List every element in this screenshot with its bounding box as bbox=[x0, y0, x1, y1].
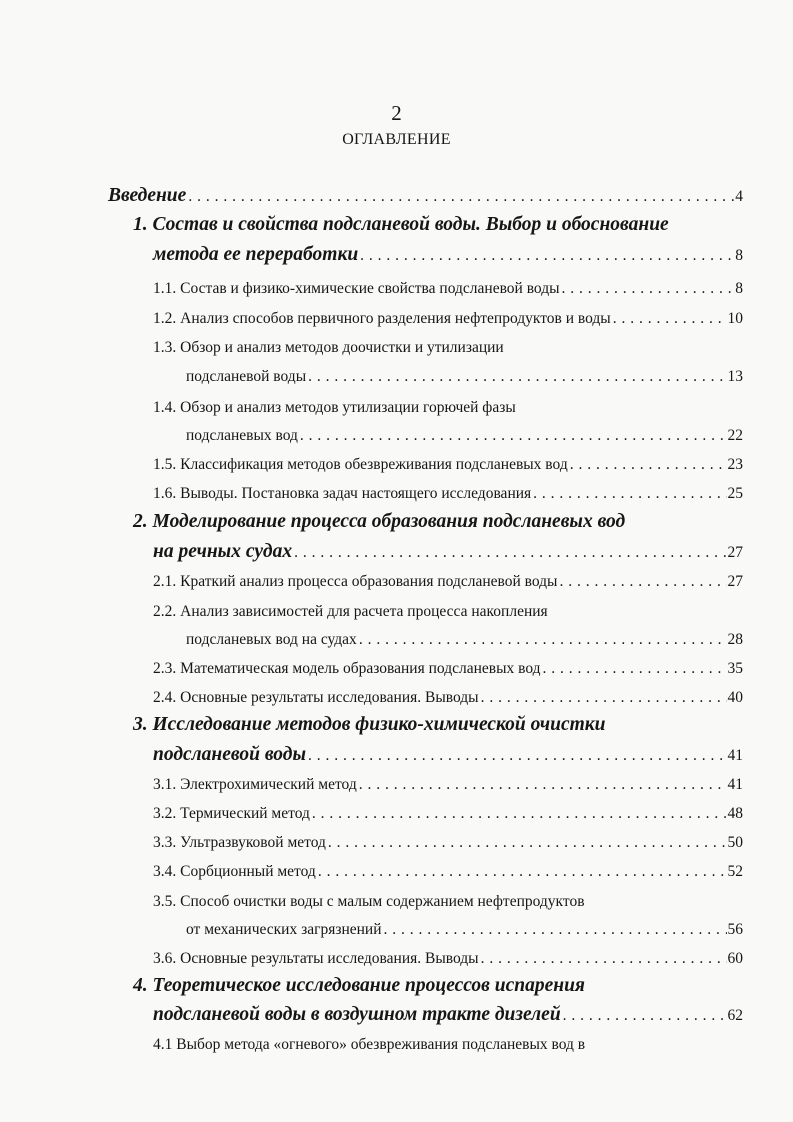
chapter-2-title-line-1[interactable]: 2. Моделирование процесса образования подсланевых вод bbox=[133, 511, 626, 532]
toc-entry-page: 35 bbox=[727, 660, 743, 677]
toc-entry-2-2-line-1[interactable]: 2.2. Анализ зависимостей для расчета процесса накопления bbox=[153, 603, 548, 620]
dot-leader bbox=[308, 368, 726, 386]
toc-entry-1-3[interactable] bbox=[186, 368, 743, 386]
toc-entry-label: 2.3. Математическая модель образования подсланевых вод bbox=[153, 660, 541, 677]
toc-entry-2-2[interactable] bbox=[186, 631, 743, 649]
dot-leader bbox=[294, 544, 726, 562]
toc-entry-chapter-2[interactable] bbox=[153, 541, 743, 563]
toc-entry-label: 1.1. Состав и физико-химические свойства подсланевой воды bbox=[153, 280, 560, 297]
toc-entry-1-5[interactable] bbox=[153, 456, 743, 474]
dot-leader bbox=[543, 660, 727, 678]
toc-entry-1-2[interactable] bbox=[153, 310, 743, 328]
toc-entry-page: 56 bbox=[727, 921, 743, 938]
toc-entry-label: метода ее переработки bbox=[153, 244, 359, 265]
dot-leader bbox=[308, 747, 727, 765]
toc-entry-3-4[interactable] bbox=[153, 863, 743, 881]
toc-entry-page: 10 bbox=[727, 310, 743, 327]
dot-leader bbox=[481, 689, 727, 707]
toc-entry-chapter-4[interactable] bbox=[153, 1004, 743, 1026]
toc-entry-page: 62 bbox=[727, 1007, 743, 1024]
toc-entry-label: Введение bbox=[108, 185, 187, 206]
toc-entry-3-6[interactable] bbox=[153, 950, 743, 968]
toc-entry-2-1[interactable] bbox=[153, 573, 743, 591]
toc-entry-3-3[interactable] bbox=[153, 834, 743, 852]
toc-entry-label: на речных судах bbox=[153, 541, 293, 562]
toc-title: ОГЛАВЛЕНИЕ bbox=[342, 131, 451, 148]
toc-entry-chapter-1[interactable] bbox=[153, 244, 743, 266]
toc-entry-label: подсланевой воды bbox=[186, 368, 307, 385]
toc-entry-label: 1.5. Классификация методов обезвреживания подсланевых вод bbox=[153, 456, 568, 473]
toc-entry-label: 3.6. Основные результаты исследования. Выводы bbox=[153, 950, 479, 967]
toc-entry-2-4[interactable] bbox=[153, 689, 743, 707]
toc-entry-1-4-line-1[interactable]: 1.4. Обзор и анализ методов утилизации горючей фазы bbox=[153, 399, 516, 416]
dot-leader bbox=[570, 456, 727, 474]
toc-entry-label: 3.1. Электрохимический метод bbox=[153, 776, 357, 793]
toc-entry-intro[interactable] bbox=[108, 185, 743, 207]
toc-entry-page: 13 bbox=[727, 368, 743, 385]
toc-entry-4-1-line-1[interactable]: 4.1 Выбор метода «огневого» обезвреживания подсланевых вод в bbox=[153, 1036, 586, 1053]
toc-entry-page: 22 bbox=[727, 427, 743, 444]
toc-entry-page: 8 bbox=[735, 280, 743, 297]
toc-entry-page: 8 bbox=[735, 247, 743, 264]
toc-entry-1-4[interactable] bbox=[186, 427, 743, 445]
dot-leader bbox=[328, 834, 727, 852]
toc-entry-label: 2.1. Краткий анализ процесса образования подсланевой воды bbox=[153, 573, 558, 590]
toc-entry-label: 3.4. Сорбционный метод bbox=[153, 863, 316, 880]
toc-entry-label: 3.2. Термический метод bbox=[153, 805, 310, 822]
toc-entry-label: 1.6. Выводы. Постановка задач настоящего исследования bbox=[153, 485, 532, 502]
dot-leader bbox=[359, 776, 727, 794]
toc-entry-page: 40 bbox=[727, 689, 743, 706]
dot-leader bbox=[312, 805, 727, 823]
dot-leader bbox=[360, 247, 734, 265]
dot-leader bbox=[563, 1007, 727, 1025]
toc-entry-page: 41 bbox=[727, 747, 743, 764]
dot-leader bbox=[562, 280, 735, 298]
toc-entry-page: 41 bbox=[727, 776, 743, 793]
toc-entry-label: подсланевой воды в воздушном тракте дизелей bbox=[153, 1004, 561, 1025]
toc-entry-page: 27 bbox=[727, 573, 743, 590]
toc-entry-page: 28 bbox=[727, 631, 743, 648]
chapter-1-title-line-1[interactable]: 1. Состав и свойства подсланевой воды. Выбор и обоснование bbox=[133, 214, 669, 235]
toc-entry-label: подсланевой воды bbox=[153, 744, 306, 765]
toc-entry-page: 25 bbox=[727, 485, 743, 502]
toc-entry-label: 3.3. Ультразвуковой метод bbox=[153, 834, 326, 851]
dot-leader bbox=[613, 310, 727, 328]
toc-entry-page: 23 bbox=[727, 456, 743, 473]
chapter-3-title-line-1[interactable]: 3. Исследование методов физико-химической очистки bbox=[133, 714, 606, 735]
toc-entry-3-1[interactable] bbox=[153, 776, 743, 794]
toc-entry-1-6[interactable] bbox=[153, 485, 743, 503]
toc-entry-page: 50 bbox=[727, 834, 743, 851]
toc-entry-page: 27 bbox=[727, 544, 743, 561]
toc-entry-page: 52 bbox=[727, 863, 743, 880]
dot-leader bbox=[384, 921, 727, 939]
chapter-4-title-line-1[interactable]: 4. Теоретическое исследование процессов испарения bbox=[133, 975, 585, 996]
toc-entry-1-1[interactable] bbox=[153, 280, 743, 298]
toc-entry-label: подсланевых вод на судах bbox=[186, 631, 357, 648]
dot-leader bbox=[359, 631, 727, 649]
toc-entry-1-3-line-1[interactable]: 1.3. Обзор и анализ методов доочистки и утилизации bbox=[153, 339, 504, 356]
toc-entry-3-5-line-1[interactable]: 3.5. Способ очистки воды с малым содержанием нефтепродуктов bbox=[153, 893, 585, 910]
dot-leader bbox=[318, 863, 727, 881]
toc-entry-label: от механических загрязнений bbox=[186, 921, 382, 938]
toc-entry-chapter-3[interactable] bbox=[153, 744, 743, 766]
dot-leader bbox=[481, 950, 727, 968]
toc-entry-3-2[interactable] bbox=[153, 805, 743, 823]
dot-leader bbox=[188, 188, 734, 206]
page-number: 2 bbox=[391, 101, 402, 125]
toc-entry-page: 60 bbox=[727, 950, 743, 967]
toc-entry-2-3[interactable] bbox=[153, 660, 743, 678]
toc-entry-label: 1.2. Анализ способов первичного разделения нефтепродуктов и воды bbox=[153, 310, 611, 327]
dot-leader bbox=[533, 485, 726, 503]
dot-leader bbox=[300, 427, 727, 445]
toc-entry-3-5[interactable] bbox=[186, 921, 743, 939]
dot-leader bbox=[559, 573, 726, 591]
toc-entry-label: подсланевых вод bbox=[186, 427, 298, 444]
toc-entry-page: 48 bbox=[727, 805, 743, 822]
toc-entry-label: 2.4. Основные результаты исследования. Выводы bbox=[153, 689, 479, 706]
toc-entry-page: 4 bbox=[735, 188, 743, 205]
